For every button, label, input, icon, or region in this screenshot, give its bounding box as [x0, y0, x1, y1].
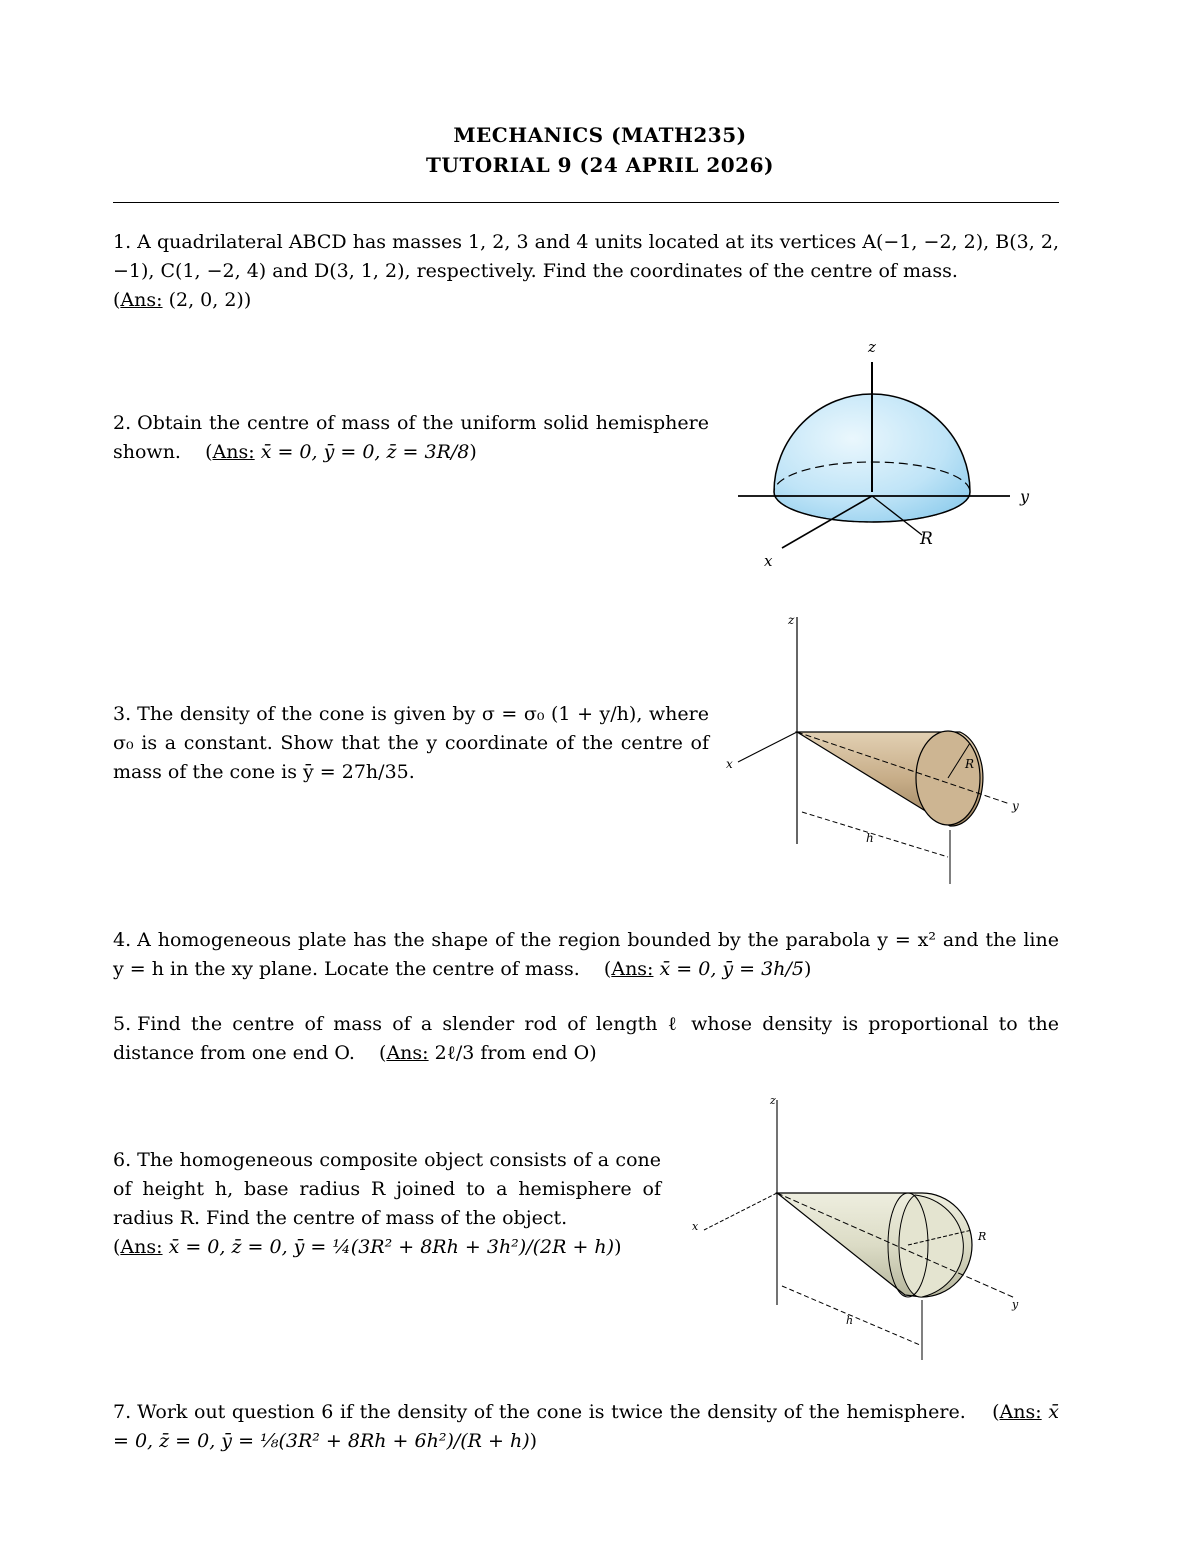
header-divider	[113, 202, 1059, 203]
answer-text: x̄ = 0, ȳ = 3h/5	[659, 958, 804, 980]
question-text: Obtain the centre of mass of the uniform solid hemisphere shown.	[113, 412, 709, 463]
question-number: 5.	[113, 1013, 132, 1035]
answer-label: Ans:	[120, 289, 163, 311]
composite-figure	[690, 1090, 1050, 1365]
z-label: z	[788, 613, 795, 627]
height-label: h	[866, 831, 874, 845]
x-axis	[704, 1193, 777, 1230]
question-7: 7. Work out question 6 if the density of the cone is twice the density of the hemisphere. (Ans: x̄ = 0, z̄ = 0, ȳ = ⅛(3R² + 8Rh + 6h²)/(R + h))	[113, 1401, 1059, 1452]
answer-label: Ans:	[212, 441, 255, 463]
y-label: y	[1020, 487, 1030, 506]
question-2: 2. Obtain the centre of mass of the uniform solid hemisphere shown. (Ans: x̄ = 0, ȳ = 0, z̄ = 3R/8)	[113, 412, 709, 463]
answer-label: Ans:	[999, 1401, 1042, 1423]
height-label: h	[846, 1314, 854, 1327]
question-6: 6. The homogeneous composite object consists of a cone of height h, base radius R joined to a hemisphere of radius R. Find the centre of mass of the object. (Ans: x̄ = 0, z̄ = 0, ȳ = ¼(3R² + 8Rh + 3h²)/(2R + h))	[113, 1149, 661, 1258]
z-label: z	[770, 1094, 776, 1107]
course-title: MECHANICS (MATH235)	[453, 123, 747, 147]
x-label: x	[726, 757, 733, 771]
x-axis	[738, 732, 797, 762]
y-label: y	[1012, 799, 1019, 813]
y-label: y	[1012, 1298, 1019, 1311]
question-text: The homogeneous composite object consists of a cone of height h, base radius R joined to a hemisphere of radius R. Find the centre of mass of the object.	[113, 1149, 661, 1229]
answer-label: Ans:	[120, 1236, 163, 1258]
question-4: 4. A homogeneous plate has the shape of the region bounded by the parabola y = x² and the line y = h in the xy plane. Locate the centre of mass. (Ans: x̄ = 0, ȳ = 3h/5)	[113, 929, 1059, 980]
answer-text: (2, 0, 2)	[168, 289, 244, 311]
question-number: 4.	[113, 929, 132, 951]
height-dimension	[802, 812, 948, 857]
question-text: Find the centre of mass of a slender rod of length ℓ whose density is proportional to the distance from one end O.	[113, 1013, 1059, 1064]
cone-figure	[720, 612, 1050, 892]
tutorial-title: TUTORIAL 9 (24 APRIL 2026)	[426, 153, 774, 177]
x-label: x	[764, 552, 773, 570]
question-number: 7.	[113, 1401, 132, 1423]
question-text: The density of the cone is given by σ = σ₀ (1 + y/h), where σ₀ is a constant. Show that the y coordinate of the centre of mass of the cone is ȳ = 27h/35.	[113, 703, 709, 783]
answer-label: Ans:	[386, 1042, 429, 1064]
question-text: A quadrilateral ABCD has masses 1, 2, 3 and 4 units located at its vertices A(−1, −2, 2), B(3, 2, −1), C(1, −2, 4) and D(3, 1, 2), respectively. Find the coordinates of the centre of mass.	[113, 231, 1059, 282]
answer-label: Ans:	[611, 958, 654, 980]
question-3	[113, 700, 709, 787]
z-label: z	[868, 338, 876, 356]
radius-label: R	[920, 529, 933, 549]
question-number: 3.	[113, 703, 132, 725]
answer-text: x̄ = 0, ȳ = 0, z̄ = 3R/8	[260, 441, 470, 463]
question-5: 5. Find the centre of mass of a slender rod of length ℓ whose density is proportional to the distance from one end O. (Ans: 2ℓ/3 from end O)	[113, 1013, 1059, 1064]
question-text: Work out question 6 if the density of the cone is twice the density of the hemisphere.	[137, 1401, 966, 1423]
answer-text: x̄ = 0, z̄ = 0, ȳ = ¼(3R² + 8Rh + 3h²)/(2R + h)	[168, 1236, 615, 1258]
radius-label: R	[965, 757, 975, 771]
answer-text: x̄ = 0, z̄ = 0, ȳ = ⅛(3R² + 8Rh + 6h²)/(R + h)	[113, 1401, 1059, 1452]
x-label: x	[692, 1220, 699, 1233]
question-number: 1.	[113, 231, 132, 253]
radius-label: R	[978, 1230, 987, 1243]
question-1: 1. A quadrilateral ABCD has masses 1, 2, 3 and 4 units located at its vertices A(−1, −2, 2), B(3, 2, −1), C(1, −2, 4) and D(3, 1, 2), respectively. Find the coordinates of the centre of mass. (Ans: (2, 0, 2))	[113, 231, 1059, 311]
hemisphere-figure	[730, 330, 1050, 575]
answer-text: 2ℓ/3 from end O	[434, 1042, 590, 1064]
question-number: 2.	[113, 412, 132, 434]
question-number: 6.	[113, 1149, 132, 1171]
question-text: A homogeneous plate has the shape of the region bounded by the parabola y = x² and the line y = h in the xy plane. Locate the centre of mass.	[113, 929, 1059, 980]
